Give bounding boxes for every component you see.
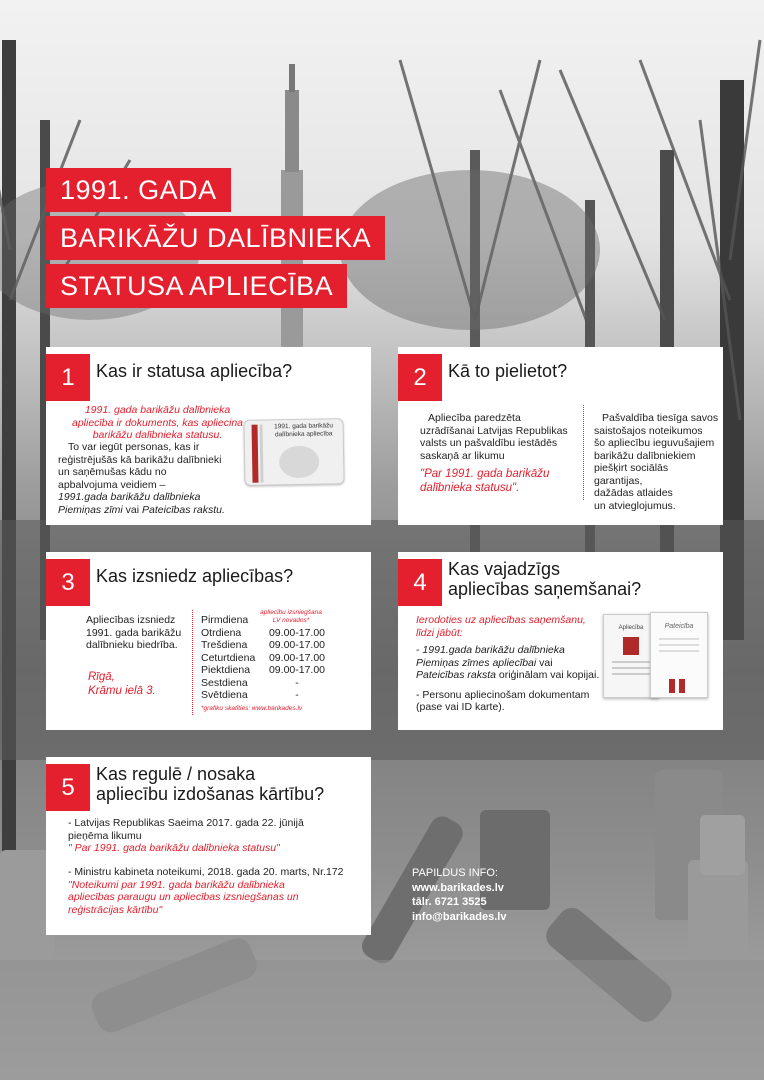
- requirement-text: vai: [536, 656, 553, 669]
- contact-label: PAPILDUS INFO:: [412, 867, 498, 879]
- section-2-right-line: un atvieglojumus.: [594, 499, 676, 512]
- schedule-day: Otrdiena: [201, 626, 242, 639]
- section-2-right-line: dažādas atlaides: [594, 487, 673, 499]
- section-3-divider: [192, 610, 193, 715]
- section-1-intro: [60, 404, 255, 442]
- section-1-number: 1: [46, 354, 90, 401]
- section-2-right-line: Pašvaldība tiesīga savos: [602, 412, 719, 424]
- schedule-time: -: [295, 676, 299, 689]
- section-4-heading: [448, 559, 641, 599]
- section-1-body-line: 1991.gada barikāžu dalībnieka: [58, 491, 201, 503]
- schedule-row: [201, 677, 331, 690]
- section-2-right-line: saistošajos noteikumos: [594, 424, 703, 437]
- section-1-body-line: To var iegūt personas, kas ir: [68, 441, 200, 453]
- section-2-right-line: šo apliecību ieguvušajiem: [594, 437, 715, 449]
- schedule-day: Pirmdiena: [201, 614, 249, 626]
- id-card-image: [243, 418, 344, 486]
- section-4-number: 4: [398, 559, 442, 606]
- section-5-heading-line: apliecību izdošanas kārtību?: [96, 784, 325, 804]
- section-1-heading: Kas ir statusa apliecība?: [96, 361, 293, 381]
- requirement-text: oriģinālam vai kopijai.: [495, 669, 600, 681]
- schedule-row: [201, 639, 331, 652]
- section-5-panel: [46, 757, 371, 935]
- booklet-medal: [623, 637, 639, 655]
- requirement-line: [416, 657, 606, 670]
- schedule-time: -: [295, 689, 299, 701]
- section-1-body: [58, 441, 258, 516]
- section-3-issuer: [86, 614, 196, 652]
- schedule-day: Ceturtdiena: [201, 651, 256, 664]
- law-title-line: dalībnieka statusu".: [420, 481, 520, 494]
- card-text: [266, 422, 340, 439]
- law-title-line: "Par 1991. gada barikāžu: [420, 468, 550, 480]
- booklet-title: Apliecība: [618, 625, 644, 631]
- section-2-left-text: [420, 412, 580, 495]
- regulation-line: apliecības paraugu un apliecības izsniegšanas un: [68, 891, 299, 903]
- section-3-number: 3: [46, 559, 90, 606]
- section-1-body-line: [58, 504, 258, 517]
- connector-text: vai: [122, 503, 143, 516]
- certificate-title: Pateicība: [664, 623, 694, 630]
- schedule-footnote: *grafiku skatīties: www.barikades.lv: [201, 705, 303, 712]
- section-3-heading: Kas izsniedz apliecības?: [96, 566, 294, 586]
- card-stripe: [260, 425, 264, 483]
- schedule-row: [201, 627, 331, 640]
- section-4-heading-line: Kas vajadzīgs: [448, 559, 561, 579]
- title-line-2: BARIKĀŽU DALĪBNIEKA: [46, 216, 385, 260]
- section-2-left-line: uzrādīšanai Latvijas Republikas: [420, 424, 568, 437]
- piemiņas-zīme-text: Piemiņas zīmi: [58, 503, 123, 516]
- bullet: -: [416, 644, 423, 656]
- schedule-day: Sestdiena: [201, 676, 248, 689]
- section-2-left-line: valsts un pašvaldību iestādēs: [420, 437, 558, 449]
- section-4-intro-line: Ierodoties uz apliecības saņemšanu,: [416, 614, 586, 626]
- regulation-line: - Ministru kabineta noteikumi, 2018. gada 20. marts, Nr.172: [68, 866, 344, 878]
- schedule-row: [201, 614, 331, 627]
- section-2-right-line: piešķirt sociālās garantijas,: [594, 462, 669, 487]
- schedule-time: 09.00-17.00: [268, 626, 326, 639]
- pateicības-raksts-text: Pateicības rakstu.: [142, 503, 225, 516]
- contact-info: [412, 866, 506, 924]
- requirement-text: Piemiņas zīmes apliecībai: [416, 656, 537, 669]
- schedule-row: [201, 689, 331, 702]
- schedule-time: 09.00-17.00: [268, 664, 326, 676]
- schedule-day: Svētdiena: [201, 689, 248, 701]
- requirement-line: - Personu apliecinošam dokumentam: [416, 688, 590, 701]
- requirement-line: [416, 644, 606, 657]
- card-text-line: dalībnieka apliecība: [274, 430, 333, 439]
- section-5-heading: [96, 764, 324, 804]
- title-line-1: 1991. GADA: [46, 168, 231, 212]
- section-4-heading-line: apliecības saņemšanai?: [448, 579, 642, 599]
- regulation-law: [68, 817, 363, 855]
- section-5-heading-line: Kas regulē / nosaka: [96, 764, 256, 784]
- schedule-header-line: apliecību izsniegšana: [260, 609, 322, 616]
- regulation-line: "Noteikumi par 1991. gada barikāžu dalībnieka: [68, 878, 285, 891]
- schedule-row: [201, 664, 331, 677]
- section-3-address: [88, 670, 198, 698]
- section-1-panel: [46, 347, 371, 525]
- website-link[interactable]: www.barikades.lv: [412, 881, 504, 894]
- issuer-line: 1991. gada barikāžu: [86, 626, 182, 639]
- card-text-line: 1991. gada barikāžu: [274, 422, 334, 431]
- section-2-divider: [583, 405, 584, 500]
- address-line: Krāmu ielā 3.: [88, 685, 156, 697]
- schedule-time: 09.00-17.00: [268, 651, 326, 664]
- schedule-header-line: LV novados*: [272, 616, 310, 624]
- address-line: Rīgā,: [88, 671, 115, 683]
- regulation-line: - Latvijas Republikas Saeima 2017. gada 22. jūnijā: [68, 817, 304, 829]
- title-line-3: STATUSA APLIECĪBA: [46, 264, 347, 308]
- schedule-time: [263, 614, 331, 627]
- requirement-text: 1991.gada barikāžu dalībnieka: [422, 644, 565, 656]
- section-2-number: 2: [398, 354, 442, 401]
- regulation-line: " Par 1991. gada barikāžu dalībnieka statusu": [68, 842, 280, 854]
- requirement-line: (pase vai ID karte).: [416, 701, 505, 713]
- section-1-body-line: un saņēmušas kādu no: [58, 466, 167, 478]
- phone-number: tālr. 6721 3525: [412, 896, 487, 908]
- issuer-line: dalībnieku biedrība.: [86, 639, 178, 651]
- issuer-line: Apliecības izsniedz: [86, 614, 176, 626]
- card-emblem: [279, 446, 320, 479]
- email-link[interactable]: info@barikades.lv: [412, 910, 507, 923]
- section-3-panel: [46, 552, 371, 730]
- section-1-intro-line: barikāžu dalībnieka statusu.: [92, 429, 223, 441]
- schedule-table: [201, 614, 331, 702]
- section-2-right-text: [594, 412, 719, 512]
- schedule-day: Piektdiena: [201, 664, 251, 676]
- section-4-intro-line: līdzi jābūt:: [416, 626, 463, 639]
- regulation-cabinet: [68, 866, 368, 916]
- requirement-text: Pateicības raksta: [416, 669, 496, 681]
- section-2-heading: Kā to pielietot?: [448, 361, 568, 381]
- card-stripe: [252, 425, 259, 483]
- regulation-line: pieņēma likumu: [68, 829, 142, 842]
- section-4-panel: [398, 552, 723, 730]
- schedule-time: 09.00-17.00: [268, 639, 326, 651]
- section-2-right-line: barikāžu dalībniekiem: [594, 449, 696, 462]
- section-4-intro: [416, 614, 606, 639]
- section-5-number: 5: [46, 764, 90, 811]
- schedule-day: Trešdiena: [201, 639, 248, 651]
- requirement-line: [416, 669, 606, 682]
- certificate-image: [650, 612, 708, 698]
- section-4-requirements: [416, 644, 606, 714]
- section-1-body-line: apbalvojuma veidiem –: [58, 478, 166, 491]
- section-1-intro-line: apliecība ir dokuments, kas apliecina: [71, 416, 243, 429]
- section-1-intro-line: 1991. gada barikāžu dalībnieka: [84, 404, 231, 416]
- section-2-left-line: Apliecība paredzēta: [428, 412, 521, 424]
- section-1-body-line: reģistrējušās kā barikāžu dalībnieki: [58, 453, 222, 466]
- section-2-left-line: saskaņā ar likumu: [420, 449, 505, 462]
- schedule-row: [201, 652, 331, 665]
- section-2-panel: [398, 347, 723, 525]
- regulation-line: reģistrācijas kārtību": [68, 903, 163, 916]
